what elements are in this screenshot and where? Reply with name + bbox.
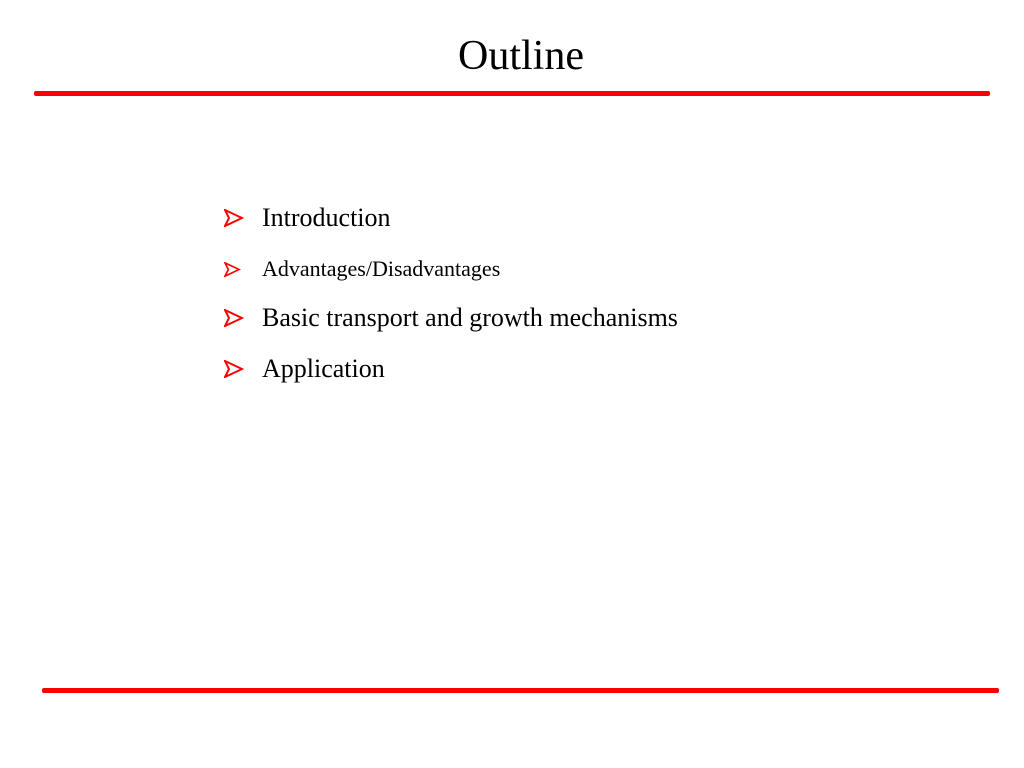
top-divider [34,91,990,96]
list-item-label: Advantages/Disadvantages [262,256,501,281]
list-item-label: Application [262,354,385,383]
list-item [224,301,678,335]
list-item-label: Basic transport and growth mechanisms [262,303,678,332]
arrow-bullet-icon [224,209,262,227]
bottom-divider [42,688,999,693]
arrow-bullet-icon [224,262,262,277]
list-item [224,352,385,386]
list-item [224,254,500,284]
list-item-label: Introduction [262,203,391,232]
slide-title: Outline [458,33,584,79]
list-item [224,201,391,235]
arrow-bullet-icon [224,360,262,378]
arrow-bullet-icon [224,309,262,327]
